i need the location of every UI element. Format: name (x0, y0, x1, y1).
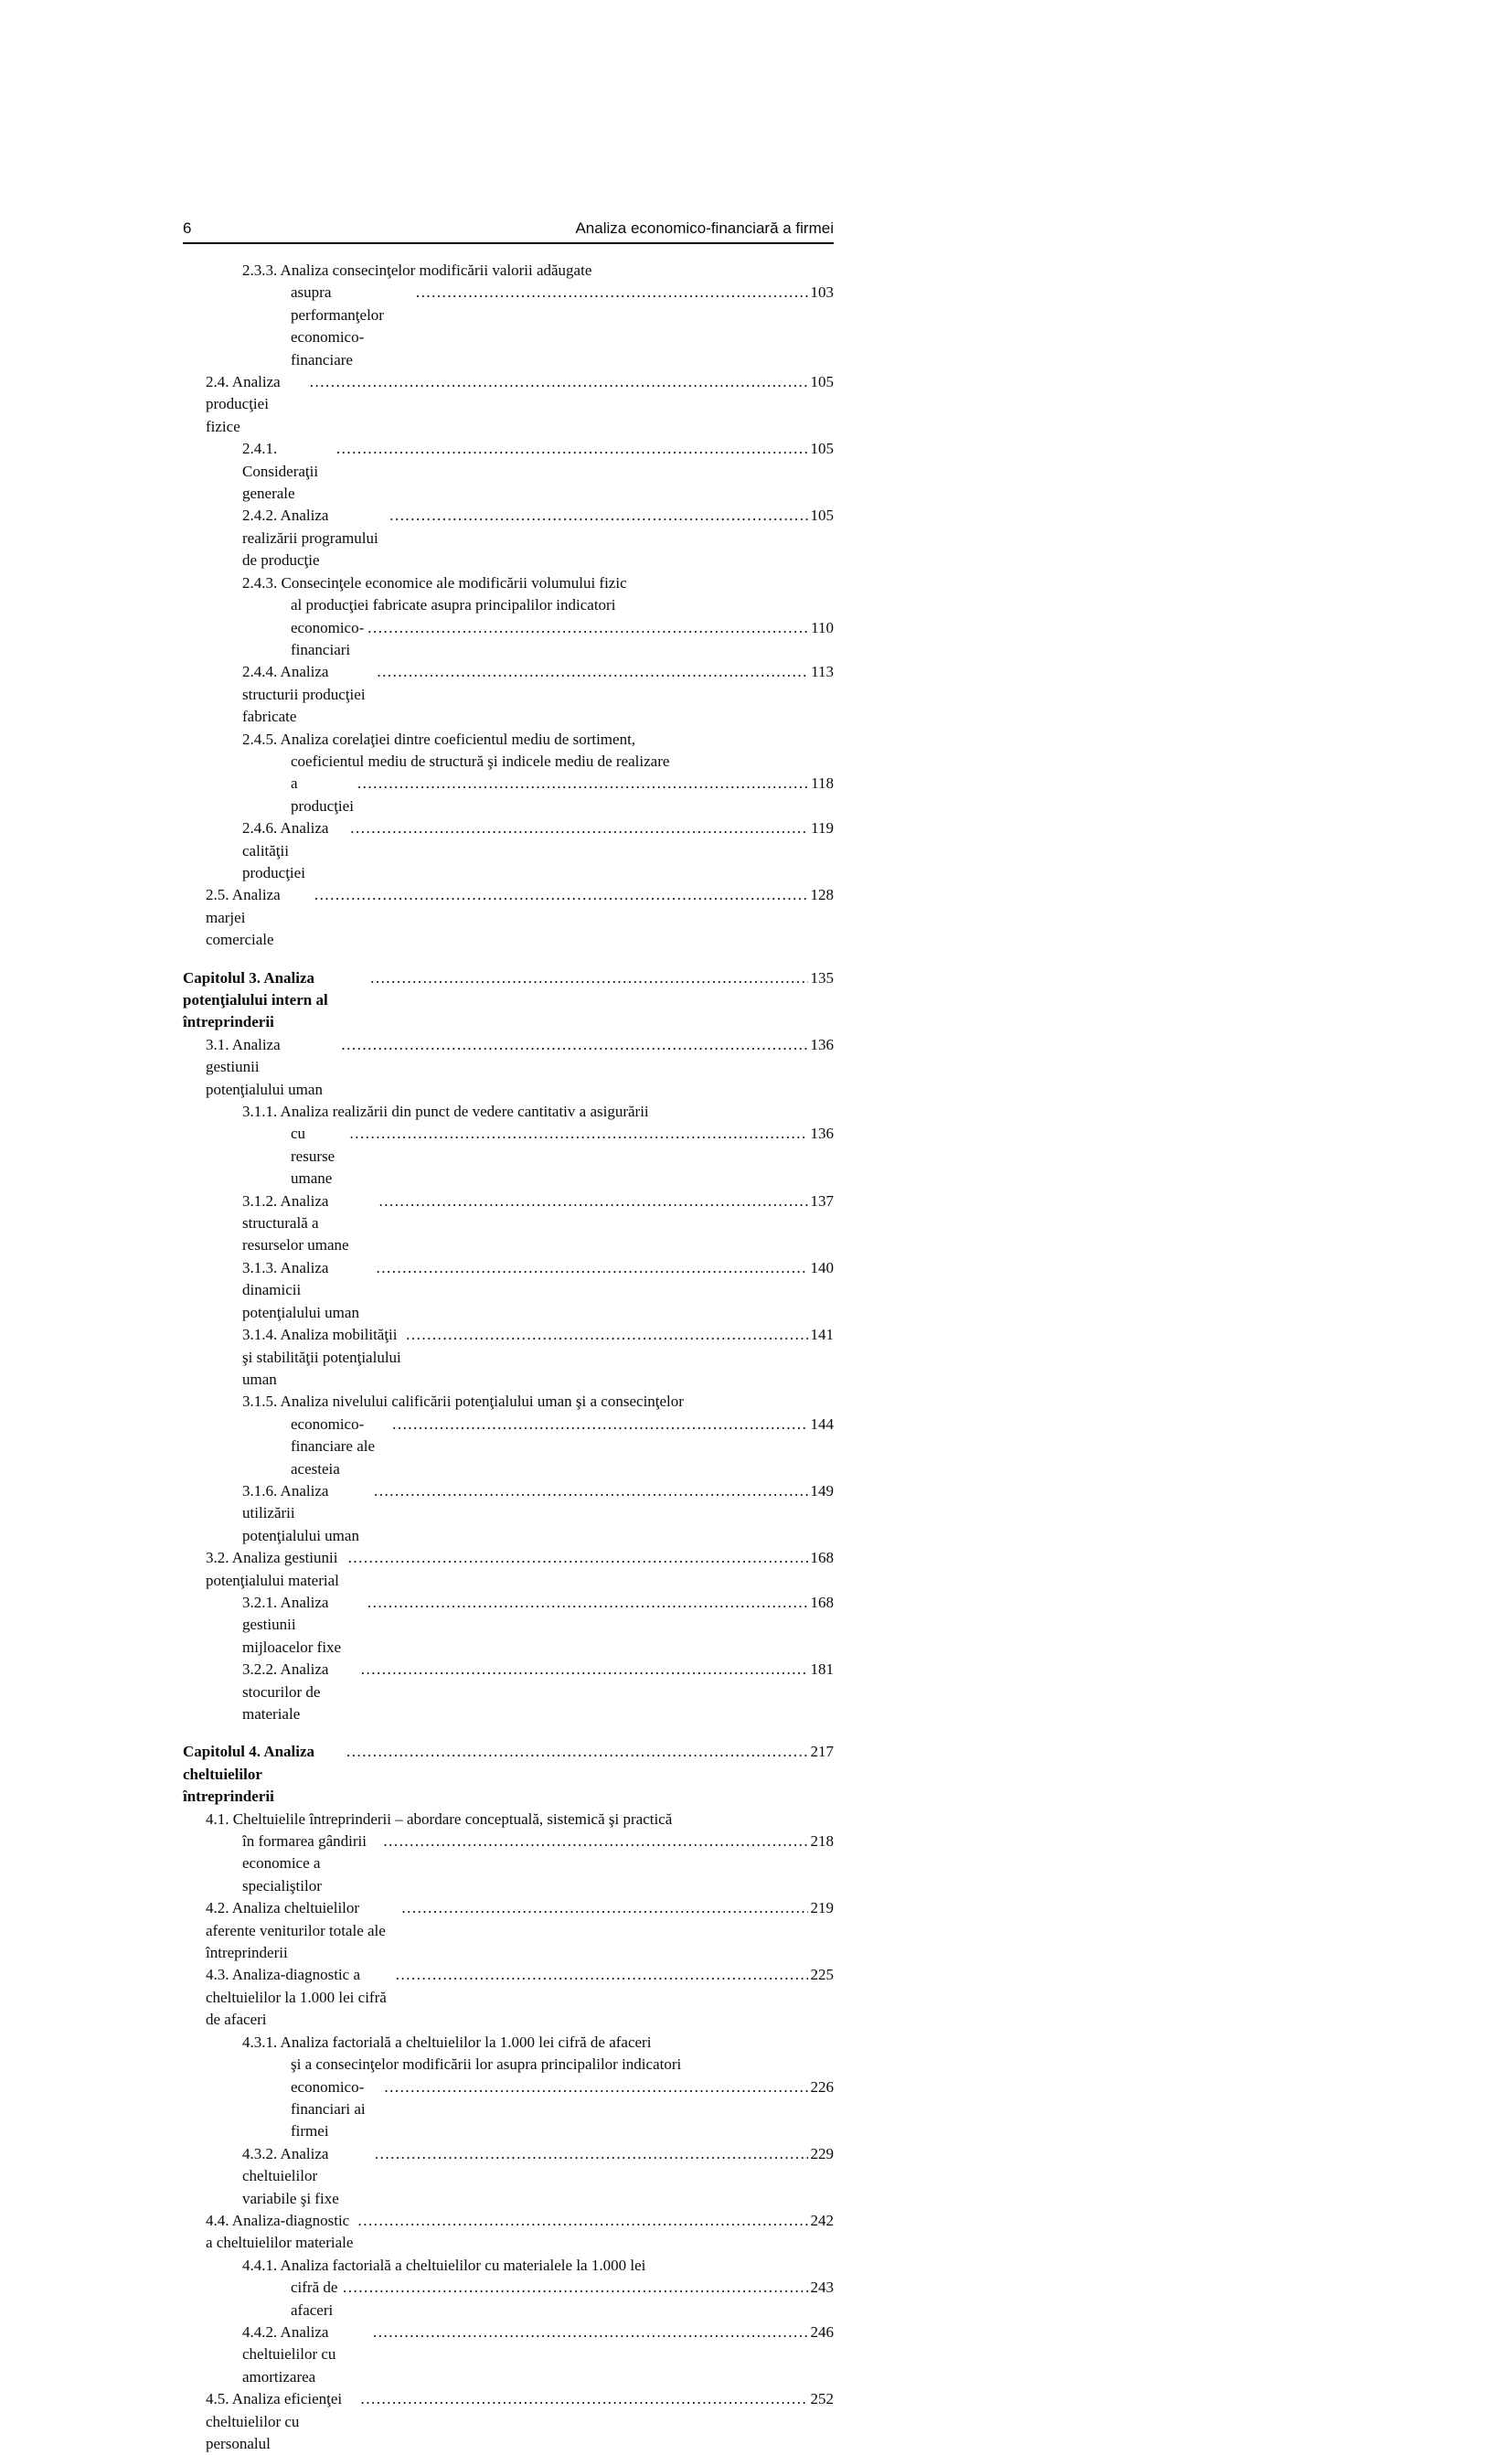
toc-entry-text: 3.1.6. Analiza utilizării potenţialului uman (242, 1481, 359, 1544)
toc-entry (183, 1741, 834, 1808)
toc-entry (183, 371, 834, 438)
toc-entry (183, 2322, 834, 2388)
toc (183, 260, 834, 2455)
toc-entry-text: cifră de afaceri (291, 2279, 342, 2319)
toc-line (242, 1480, 834, 1547)
toc-entry-text: coeficientul mediu de structură şi indicele mediu de realizare (291, 752, 670, 770)
toc-entry-text: 3.1.1. Analiza realizării din punct de vedere cantitativ a asigurării (242, 1103, 649, 1121)
toc-entry (183, 1034, 834, 1101)
toc-entry (183, 967, 834, 1034)
toc-page-number: 246 (810, 2322, 834, 2341)
toc-dot-leader (377, 661, 808, 683)
toc-entry-text: 4.4.1. Analiza factorială a cheltuielilor cu materialele la 1.000 lei (242, 2256, 646, 2274)
toc-line (242, 1592, 834, 1659)
toc-entry (183, 1592, 834, 1659)
toc-entry-text: 2.4. Analiza producţiei fizice (206, 373, 284, 435)
toc-dot-leader (373, 2322, 808, 2343)
toc-entry-text: 3.1.4. Analiza mobilităţii şi stabilităţii potenţialului uman (242, 1326, 406, 1388)
toc-entry-text: 4.4. Analiza-diagnostic a cheltuielilor materiale (206, 2211, 354, 2252)
toc-entry-text: 3.1.5. Analiza nivelului calificării potenţialului uman şi a consecinţelor (242, 1393, 684, 1411)
toc-dot-leader (343, 2277, 807, 2299)
toc-entry-text: 3.2. Analiza gestiunii potenţialului material (206, 1549, 342, 1589)
toc-page-number: 136 (810, 1125, 834, 1143)
toc-line (242, 1659, 834, 1725)
toc-dot-leader (383, 1831, 807, 1852)
toc-line (206, 1547, 834, 1592)
toc-entry-text: economico-financiare ale acesteia (291, 1414, 379, 1478)
toc-line (291, 594, 834, 616)
toc-line (291, 2054, 834, 2076)
toc-entry (183, 661, 834, 728)
toc-line (242, 2255, 834, 2277)
toc-entry-text: 4.1. Cheltuielile întreprinderii – abordare conceptuală, sistemică şi practică (206, 1809, 673, 1828)
toc-entry (183, 505, 834, 571)
toc-page-number: 135 (810, 968, 834, 987)
toc-entry (183, 1547, 834, 1592)
toc-line (291, 617, 834, 662)
toc-dot-leader (384, 2076, 807, 2098)
toc-page-number: 252 (810, 2390, 834, 2408)
toc-entry-text: şi a consecinţelor modificării lor asupra principalilor indicatori (291, 2055, 682, 2074)
toc-entry-text: Capitolul 3. Analiza potenţialului intern al întreprinderii (183, 968, 332, 1031)
toc-line (183, 967, 834, 1034)
toc-entry (183, 2255, 834, 2322)
toc-dot-leader (341, 1034, 807, 1056)
toc-dot-leader (416, 282, 808, 304)
toc-dot-leader (376, 1257, 807, 1279)
toc-entry-text: 3.1.2. Analiza structurală a resurselor umane (242, 1191, 349, 1254)
toc-page-number: 140 (810, 1258, 834, 1276)
toc-dot-leader (406, 1324, 807, 1346)
toc-page-number: 144 (810, 1414, 834, 1433)
toc-line (242, 1831, 834, 1897)
toc-page-number: 218 (810, 1832, 834, 1851)
toc-line (242, 729, 834, 751)
toc-page-number: 141 (810, 1326, 834, 1344)
toc-line (291, 282, 834, 371)
toc-page-number: 217 (810, 1743, 834, 1761)
toc-dot-leader (310, 371, 808, 393)
toc-line (183, 1741, 834, 1808)
toc-entry (183, 2032, 834, 2143)
toc-page-number: 225 (810, 1966, 834, 1984)
toc-line (206, 2388, 834, 2455)
toc-line (206, 1034, 834, 1101)
toc-line (242, 1391, 834, 1413)
toc-entry-text: a producţiei (291, 774, 354, 815)
toc-line (206, 2210, 834, 2255)
toc-dot-leader (314, 884, 808, 906)
toc-line (242, 2032, 834, 2054)
toc-line (242, 572, 834, 594)
toc-page-number: 226 (810, 2077, 834, 2096)
toc-entry (183, 1480, 834, 1547)
toc-line (242, 1190, 834, 1257)
toc-dot-leader (361, 1659, 808, 1681)
toc-dot-leader (350, 817, 808, 839)
toc-entry (183, 1964, 834, 2031)
toc-entry (183, 1897, 834, 1964)
toc-dot-leader (401, 1897, 807, 1919)
toc-dot-leader (358, 2210, 808, 2232)
toc-line (291, 1123, 834, 1190)
toc-entry (183, 1101, 834, 1190)
toc-page-number: 113 (811, 663, 834, 681)
toc-line (206, 1964, 834, 2031)
toc-dot-leader (396, 1964, 808, 1986)
toc-page-number: 136 (810, 1035, 834, 1053)
toc-entry (183, 2143, 834, 2210)
toc-line (242, 1101, 834, 1123)
toc-page-number: 137 (810, 1191, 834, 1210)
toc-entry-text: 2.4.6. Analiza calităţii producţiei (242, 819, 333, 881)
toc-page-number: 105 (810, 507, 834, 525)
toc-entry (183, 1257, 834, 1324)
toc-page-number: 119 (811, 819, 834, 838)
toc-page-number: 118 (811, 774, 834, 793)
toc-entry-text: 3.1. Analiza gestiunii potenţialului uman (206, 1035, 323, 1098)
toc-entry-text: al producţiei fabricate asupra principalilor indicatori (291, 596, 616, 614)
toc-line (206, 884, 834, 951)
toc-page-number: 219 (810, 1899, 834, 1917)
toc-entry-text: 2.4.1. Consideraţii generale (242, 440, 323, 503)
toc-entry-text: asupra performanţelor economico-financiare (291, 283, 389, 368)
toc-entry-text: 4.2. Analiza cheltuielilor aferente veniturilor totale ale întreprinderii (206, 1899, 390, 1962)
toc-entry-text: 3.2.2. Analiza stocurilor de materiale (242, 1660, 333, 1723)
toc-entry (183, 729, 834, 818)
toc-entry (183, 260, 834, 371)
toc-line (242, 260, 834, 282)
toc-dot-leader (361, 2388, 808, 2410)
toc-entry-text: cu resurse umane (291, 1125, 339, 1188)
toc-entry-text: 4.5. Analiza eficienţei cheltuielilor cu personalul (206, 2390, 346, 2452)
toc-entry-text: 2.4.5. Analiza corelaţiei dintre coeficientul mediu de sortiment, (242, 730, 636, 748)
toc-entry (183, 438, 834, 505)
toc-line (291, 773, 834, 817)
toc-dot-leader (374, 1480, 807, 1502)
toc-dot-leader (367, 617, 808, 639)
toc-line (242, 2322, 834, 2388)
toc-entry-text: economico-financiari ai firmei (291, 2077, 369, 2140)
toc-line (291, 2277, 834, 2322)
toc-line (242, 1324, 834, 1391)
toc-dot-leader (378, 1190, 807, 1212)
toc-entry (183, 572, 834, 662)
toc-entry-text: 2.4.2. Analiza realizării programului de producţie (242, 507, 382, 570)
toc-dot-leader (392, 1414, 807, 1436)
toc-page-number: 110 (811, 618, 834, 636)
toc-entry-text: 4.3.2. Analiza cheltuielilor variabile şi fixe (242, 2144, 339, 2207)
toc-line (242, 817, 834, 884)
toc-page-number: 229 (810, 2144, 834, 2162)
toc-line (291, 1414, 834, 1480)
toc-entry-text: Capitolul 4. Analiza cheltuielilor întreprinderii (183, 1743, 319, 1806)
toc-page-number: 242 (810, 2211, 834, 2229)
toc-dot-leader (370, 967, 807, 989)
toc-line (291, 2076, 834, 2143)
toc-dot-leader (346, 1741, 808, 1763)
toc-entry-text: 4.3. Analiza-diagnostic a cheltuielilor la 1.000 lei cifră de afaceri (206, 1966, 391, 2029)
toc-entry-text: 3.2.1. Analiza gestiunii mijloacelor fixe (242, 1593, 342, 1656)
toc-line (242, 438, 834, 505)
toc-entry (183, 1324, 834, 1391)
toc-line (242, 1257, 834, 1324)
toc-page-number: 168 (810, 1593, 834, 1611)
toc-page-number: 128 (810, 886, 834, 904)
toc-entry-text: 2.5. Analiza marjei comerciale (206, 886, 284, 949)
toc-line (206, 1809, 834, 1831)
toc-page-number: 105 (810, 440, 834, 458)
toc-entry (183, 2210, 834, 2255)
toc-line (206, 1897, 834, 1964)
running-title: Analiza economico-financiară a firmei (575, 219, 834, 237)
toc-entry (183, 1391, 834, 1480)
header-rule (183, 242, 834, 244)
toc-dot-leader (389, 505, 807, 527)
page-number: 6 (183, 219, 192, 237)
toc-entry (183, 1659, 834, 1725)
toc-line (242, 505, 834, 571)
toc-dot-leader (357, 773, 808, 795)
toc-page-number: 243 (810, 2279, 834, 2297)
toc-line (242, 2143, 834, 2210)
toc-dot-leader (367, 1592, 808, 1614)
toc-entry (183, 1809, 834, 1898)
toc-page-number: 168 (810, 1549, 834, 1567)
toc-entry (183, 884, 834, 951)
toc-page-number: 105 (810, 373, 834, 391)
toc-entry-text: 4.3.1. Analiza factorială a cheltuielilor la 1.000 lei cifră de afaceri (242, 2033, 652, 2051)
toc-page-number: 149 (810, 1481, 834, 1500)
toc-entry-text: în formarea gândirii economice a specialiştilor (242, 1832, 371, 1895)
toc-page-number: 181 (810, 1660, 834, 1679)
toc-entry (183, 2388, 834, 2455)
toc-entry (183, 1190, 834, 1257)
toc-entry-text: 2.4.3. Consecinţele economice ale modificării volumului fizic (242, 573, 627, 592)
toc-dot-leader (336, 438, 808, 460)
toc-dot-leader (348, 1547, 808, 1569)
page-content (183, 219, 834, 2455)
toc-line (206, 371, 834, 438)
toc-entry-text: economico-financiari (291, 618, 365, 658)
toc-line (242, 661, 834, 728)
toc-page-number: 103 (810, 283, 834, 302)
running-header (183, 219, 834, 238)
toc-dot-leader (349, 1123, 807, 1145)
toc-entry (183, 817, 834, 884)
toc-line (291, 751, 834, 773)
toc-entry-text: 3.1.3. Analiza dinamicii potenţialului uman (242, 1258, 359, 1321)
toc-entry-text: 2.4.4. Analiza structurii producţiei fabricate (242, 663, 369, 726)
toc-entry-text: 4.4.2. Analiza cheltuielilor cu amortizarea (242, 2322, 340, 2386)
toc-entry-text: 2.3.3. Analiza consecinţelor modificării valorii adăugate (242, 262, 592, 279)
toc-dot-leader (375, 2143, 808, 2165)
